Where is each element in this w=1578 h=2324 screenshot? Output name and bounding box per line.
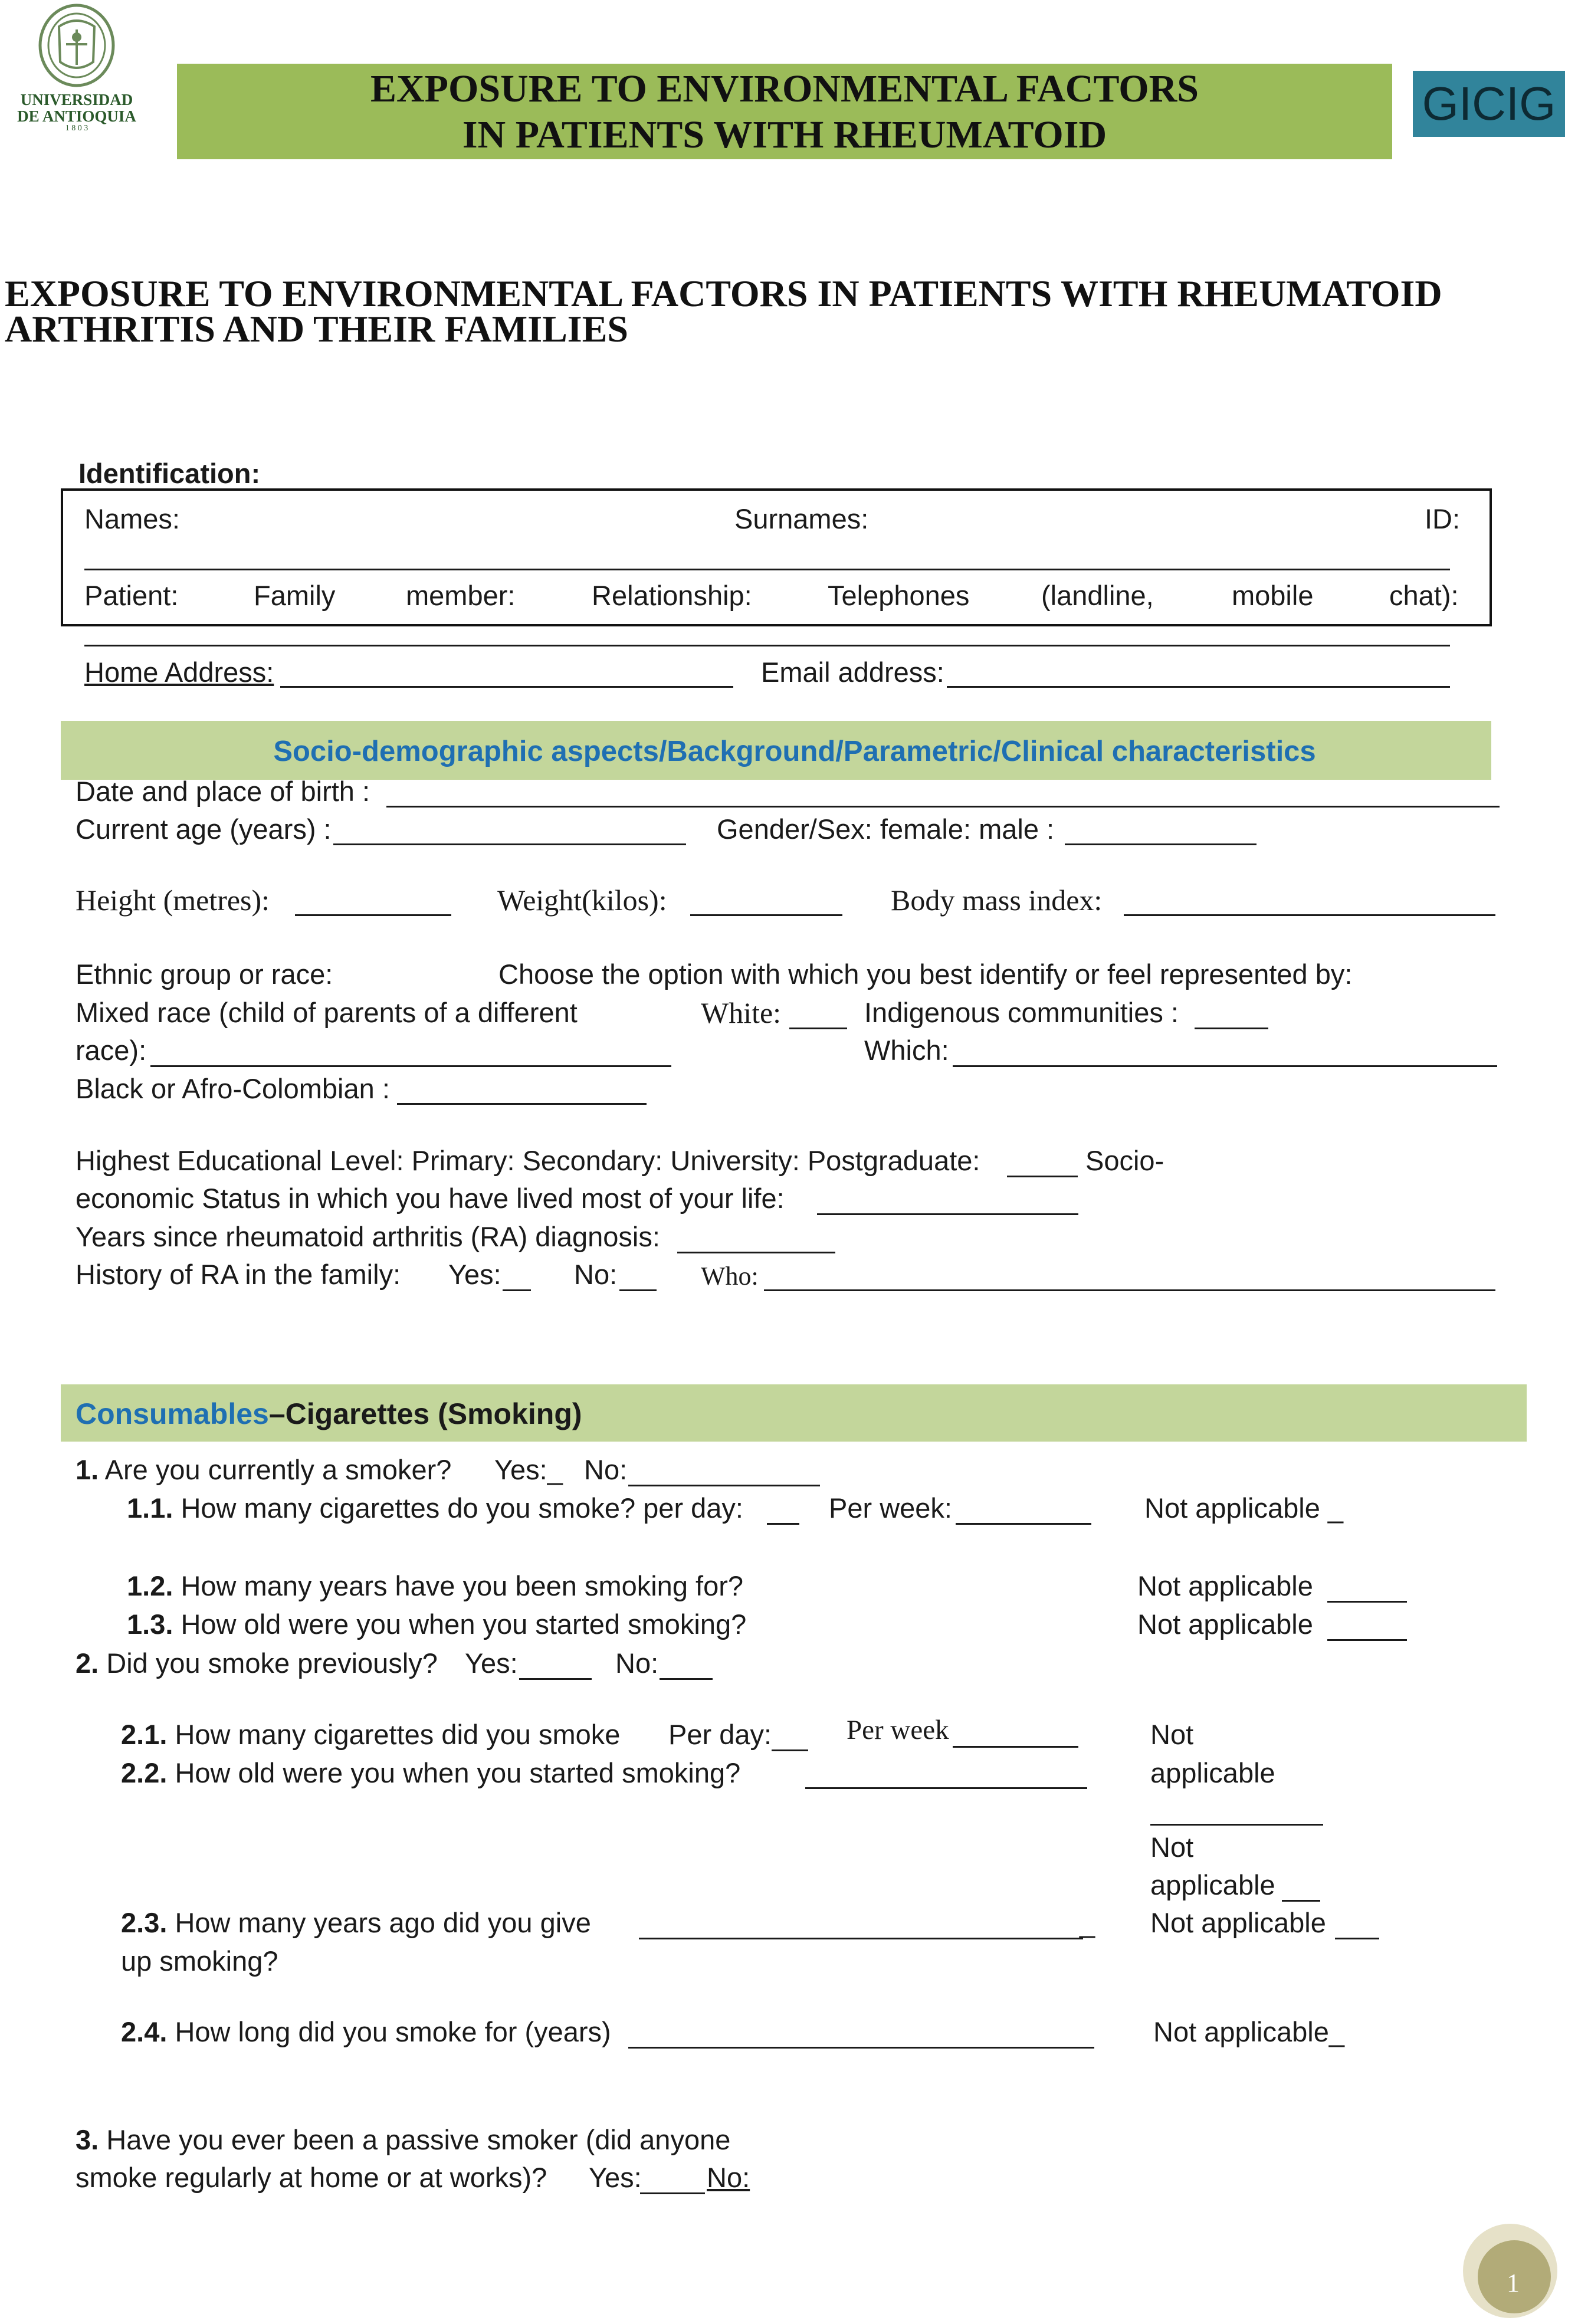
q11-per-day-field[interactable] bbox=[767, 1523, 799, 1525]
ra-history-who-field[interactable] bbox=[764, 1289, 1495, 1291]
q22-applicable: applicable bbox=[1150, 1869, 1275, 1900]
q21-number: 2.1. bbox=[121, 1719, 168, 1750]
black-field[interactable] bbox=[397, 1103, 647, 1105]
logo-name-line1: UNIVERSIDAD bbox=[20, 91, 133, 109]
names-label: Names: bbox=[84, 503, 180, 534]
education-label: Highest Educational Level: Primary: Secondary: University: Postgraduate: bbox=[76, 1145, 980, 1176]
q21-per-week-field[interactable] bbox=[953, 1746, 1078, 1748]
q2-text: Did you smoke previously? bbox=[106, 1647, 438, 1679]
telephones-label: Telephones bbox=[828, 580, 970, 611]
consumables-band-title bbox=[76, 1396, 582, 1432]
q12-not-applicable: Not applicable bbox=[1137, 1570, 1313, 1601]
q2-no-field[interactable] bbox=[660, 1678, 713, 1680]
mixed-label-line2: race): bbox=[76, 1035, 147, 1066]
logo-name-line2: DE ANTIOQUIA bbox=[17, 107, 136, 125]
q2-no: No: bbox=[615, 1647, 659, 1679]
q23-number: 2.3. bbox=[121, 1907, 168, 1938]
id-label: ID: bbox=[1425, 503, 1461, 534]
q24 bbox=[121, 2016, 611, 2049]
q23-na-field[interactable] bbox=[1335, 1938, 1379, 1939]
q13 bbox=[127, 1608, 746, 1641]
family-label: Family bbox=[254, 580, 336, 611]
q23-not-applicable: Not applicable bbox=[1150, 1907, 1326, 1938]
gicig-badge: GICIG bbox=[1413, 71, 1565, 137]
telephone-line[interactable] bbox=[84, 645, 1450, 646]
ra-history-label: History of RA in the family: bbox=[76, 1259, 401, 1290]
q21-text: How many cigarettes did you smoke bbox=[175, 1719, 621, 1750]
q22 bbox=[121, 1757, 740, 1790]
q3-line1 bbox=[76, 2123, 730, 2156]
years-ra-field[interactable] bbox=[677, 1252, 835, 1253]
q1-number: 1. bbox=[76, 1454, 99, 1485]
white-label: White: bbox=[701, 996, 782, 1029]
q1 bbox=[76, 1453, 451, 1486]
q11-per-week: Per week: bbox=[829, 1492, 952, 1524]
ra-history-yes: Yes: bbox=[448, 1259, 501, 1290]
q3-text-b: smoke regularly at home or at works)? bbox=[76, 2162, 547, 2193]
socio-economic-label-a: Socio- bbox=[1085, 1145, 1164, 1176]
chat-label: chat): bbox=[1389, 580, 1459, 611]
consumables-band-title-rest: –Cigarettes (Smoking) bbox=[268, 1397, 582, 1430]
which-field[interactable] bbox=[953, 1065, 1497, 1067]
q13-not-applicable: Not applicable bbox=[1137, 1609, 1313, 1640]
q24-field[interactable] bbox=[628, 2047, 1094, 2049]
q3-no: No: bbox=[707, 2162, 750, 2193]
weight-label: Weight(kilos): bbox=[497, 884, 667, 917]
ra-history-no: No: bbox=[574, 1259, 618, 1290]
q21-per-week: Per week bbox=[847, 1715, 949, 1745]
names-line[interactable] bbox=[84, 569, 1450, 570]
q1-no: No: bbox=[584, 1454, 628, 1485]
bmi-label: Body mass index: bbox=[891, 884, 1103, 917]
document-title-line2: ARTHRITIS AND THEIR FAMILIES bbox=[5, 308, 628, 350]
ra-history-who: Who: bbox=[701, 1262, 759, 1291]
document-title-line1: EXPOSURE TO ENVIRONMENTAL FACTORS IN PATIENTS WITH RHEUMATOID bbox=[5, 273, 1442, 314]
q2-yes: Yes: bbox=[465, 1647, 518, 1679]
q1-yes: Yes:_ bbox=[494, 1454, 563, 1485]
birth-field[interactable] bbox=[386, 806, 1500, 808]
email-field[interactable] bbox=[947, 686, 1450, 688]
which-label: Which: bbox=[864, 1035, 949, 1066]
q21-applicable: applicable bbox=[1150, 1757, 1275, 1788]
header-title-line1: EXPOSURE TO ENVIRONMENTAL FACTORS bbox=[370, 67, 1199, 110]
q11-per-week-field[interactable] bbox=[956, 1523, 1091, 1525]
document-title bbox=[5, 273, 1442, 350]
height-label: Height (metres): bbox=[76, 884, 270, 917]
q1-text: Are you currently a smoker? bbox=[104, 1454, 452, 1485]
q21-not: Not bbox=[1150, 1719, 1194, 1750]
email-label: Email address: bbox=[761, 657, 944, 688]
q22-na-field[interactable] bbox=[1282, 1900, 1320, 1902]
q3-yes: Yes: bbox=[589, 2162, 642, 2193]
years-ra-label: Years since rheumatoid arthritis (RA) diagnosis: bbox=[76, 1221, 660, 1252]
q3-text-a: Have you ever been a passive smoker (did anyone bbox=[106, 2124, 731, 2155]
q23-line1 bbox=[121, 1906, 591, 1939]
patient-label: Patient: bbox=[84, 580, 179, 611]
black-label: Black or Afro-Colombian : bbox=[76, 1073, 390, 1104]
page-number-badge bbox=[1460, 2221, 1560, 2321]
age-label: Current age (years) : bbox=[76, 813, 332, 845]
header-title bbox=[177, 66, 1392, 158]
education-field[interactable] bbox=[1007, 1176, 1078, 1177]
q22-number: 2.2. bbox=[121, 1757, 168, 1788]
ra-history-yes-field[interactable] bbox=[503, 1289, 531, 1291]
q23-field[interactable] bbox=[639, 1938, 1083, 1939]
height-field[interactable] bbox=[295, 914, 451, 916]
q12-field[interactable] bbox=[1327, 1601, 1407, 1603]
q11-not-applicable: Not applicable _ bbox=[1144, 1492, 1344, 1524]
q12-text: How many years have you been smoking for? bbox=[181, 1570, 744, 1601]
relationship-label: Relationship: bbox=[592, 580, 752, 611]
q21 bbox=[121, 1718, 620, 1751]
ra-history-no-field[interactable] bbox=[619, 1289, 657, 1291]
q23-text-a: How many years ago did you give bbox=[175, 1907, 591, 1938]
socio-economic-label-b: economic Status in which you have lived most of your life: bbox=[76, 1183, 785, 1214]
weight-field[interactable] bbox=[690, 914, 842, 916]
q2-yes-field[interactable] bbox=[519, 1678, 592, 1680]
mixed-label-line1: Mixed race (child of parents of a different bbox=[76, 997, 578, 1028]
q24-number: 2.4. bbox=[121, 2016, 168, 2047]
q3-yes-field[interactable] bbox=[640, 2192, 705, 2194]
mobile-label: mobile bbox=[1232, 580, 1314, 611]
q21-per-day: Per day: bbox=[668, 1719, 772, 1750]
age-field[interactable] bbox=[333, 843, 686, 845]
indigenous-label: Indigenous communities : bbox=[864, 997, 1179, 1028]
q11-number: 1.1. bbox=[127, 1492, 173, 1524]
consumables-band-title-blue: Consumables bbox=[76, 1397, 269, 1430]
q22-not: Not bbox=[1150, 1831, 1194, 1863]
q2-number: 2. bbox=[76, 1647, 99, 1679]
q12 bbox=[127, 1570, 743, 1603]
q24-text: How long did you smoke for (years) bbox=[175, 2016, 611, 2047]
member-label: member: bbox=[406, 580, 516, 611]
page-number: 1 bbox=[1507, 2269, 1520, 2297]
ethnic-label: Ethnic group or race: bbox=[76, 959, 333, 990]
university-seal-icon bbox=[18, 3, 136, 91]
q21-per-day-field[interactable] bbox=[772, 1749, 808, 1751]
surnames-label: Surnames: bbox=[734, 503, 869, 534]
university-logo bbox=[17, 3, 136, 133]
home-address-field[interactable] bbox=[280, 686, 733, 688]
q24-not-applicable: Not applicable_ bbox=[1153, 2016, 1344, 2047]
birth-label: Date and place of birth : bbox=[76, 776, 370, 807]
q21-na-field[interactable] bbox=[1150, 1824, 1323, 1826]
q2 bbox=[76, 1647, 438, 1680]
choose-label: Choose the option with which you best identify or feel represented by: bbox=[498, 959, 1353, 990]
indigenous-field[interactable] bbox=[1195, 1028, 1268, 1029]
mixed-field[interactable] bbox=[150, 1065, 671, 1067]
landline-label: (landline, bbox=[1041, 580, 1154, 611]
logo-year: 1 8 0 3 bbox=[65, 124, 88, 133]
q23-underscore: _ bbox=[1080, 1907, 1095, 1938]
q1-no-field[interactable] bbox=[628, 1485, 820, 1486]
q11-text: How many cigarettes do you smoke? per day: bbox=[181, 1492, 743, 1524]
socio-economic-field[interactable] bbox=[817, 1213, 1078, 1215]
socio-band-title: Socio-demographic aspects/Background/Parametric/Clinical characteristics bbox=[273, 736, 1316, 767]
q22-text: How old were you when you started smoking? bbox=[175, 1757, 741, 1788]
q13-number: 1.3. bbox=[127, 1609, 173, 1640]
home-address-label: Home Address: bbox=[84, 657, 274, 688]
white-field[interactable] bbox=[789, 1028, 847, 1029]
q3-number: 3. bbox=[76, 2124, 99, 2155]
header-title-line2: IN PATIENTS WITH RHEUMATOID bbox=[462, 113, 1107, 156]
q11 bbox=[127, 1492, 743, 1525]
q23-text-b: up smoking? bbox=[121, 1945, 278, 1977]
q12-number: 1.2. bbox=[127, 1570, 173, 1601]
gender-field[interactable] bbox=[1065, 843, 1257, 845]
bmi-field[interactable] bbox=[1124, 914, 1495, 916]
q13-text: How old were you when you started smoking? bbox=[181, 1609, 747, 1640]
q22-field[interactable] bbox=[805, 1787, 1087, 1789]
q13-field[interactable] bbox=[1327, 1639, 1407, 1641]
gender-label: Gender/Sex: female: male : bbox=[717, 813, 1055, 845]
identification-heading: Identification: bbox=[78, 458, 261, 489]
